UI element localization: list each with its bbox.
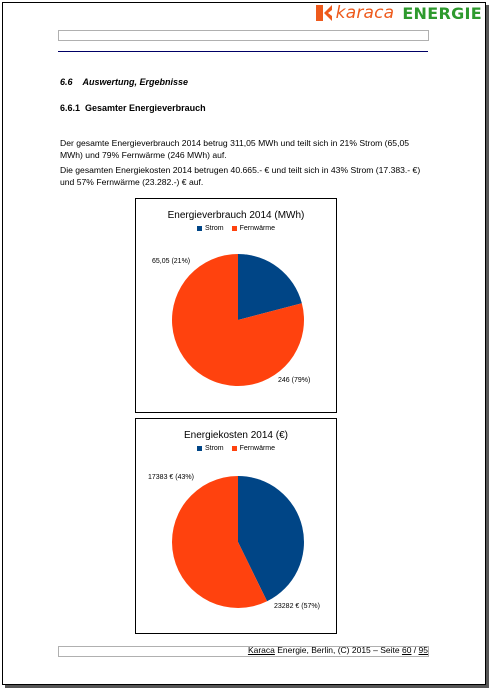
paragraph-costs: Die gesamten Energiekosten 2014 betrugen 40.665.- € und teilt sich in 43% Strom (17.383.- €) und 57% Fernwärme (23.282.-) € auf. — [60, 165, 421, 187]
subsection-number: 6.6.1 — [60, 103, 81, 113]
data-label: 246 (79%) — [278, 377, 311, 384]
paragraph-consumption: Der gesamte Energieverbrauch 2014 betrug 311,05 MWh und teilt sich in 21% Strom (65,05 MWh) und 79% Fernwärme (246 MWh) auf. — [60, 138, 410, 160]
legend-label: Fernwärme — [239, 445, 276, 452]
page-footer — [248, 645, 428, 655]
subsection-heading — [60, 103, 428, 113]
data-label: 17383 € (43%) — [148, 474, 194, 481]
company-logo — [314, 2, 482, 24]
logo-mark-icon — [314, 3, 334, 23]
chart-title: Energiekosten 2014 (€) — [184, 430, 288, 441]
page-separator: / — [411, 645, 419, 655]
footer-text: Energie, Berlin, (C) 2015 – Seite — [274, 645, 402, 655]
chart-consumption — [135, 198, 337, 413]
subsection-title: Gesamter Energieverbrauch — [85, 103, 206, 113]
footer-company: Karaca — [247, 645, 275, 655]
chart-title: Energieverbrauch 2014 (MWh) — [167, 210, 305, 221]
section-heading — [60, 77, 428, 87]
legend-label: Strom — [204, 225, 224, 232]
logo-name: karaca — [335, 3, 395, 23]
chart-costs — [135, 418, 337, 634]
header-rule — [58, 51, 428, 52]
pie-chart — [136, 199, 336, 412]
data-label: 65,05 (21%) — [152, 258, 191, 265]
logo-suffix: ENERGIE — [402, 3, 482, 23]
page-total: 95 — [418, 645, 428, 655]
data-label: 23282 € (57%) — [274, 603, 320, 610]
page-number: 60 — [401, 645, 412, 655]
header-field — [58, 30, 429, 41]
legend-label: Fernwärme — [239, 225, 276, 232]
pie-chart — [136, 419, 336, 633]
section-title: Auswertung, Ergebnisse — [82, 77, 189, 87]
section-number: 6.6 — [60, 77, 73, 87]
legend-label: Strom — [204, 445, 224, 452]
